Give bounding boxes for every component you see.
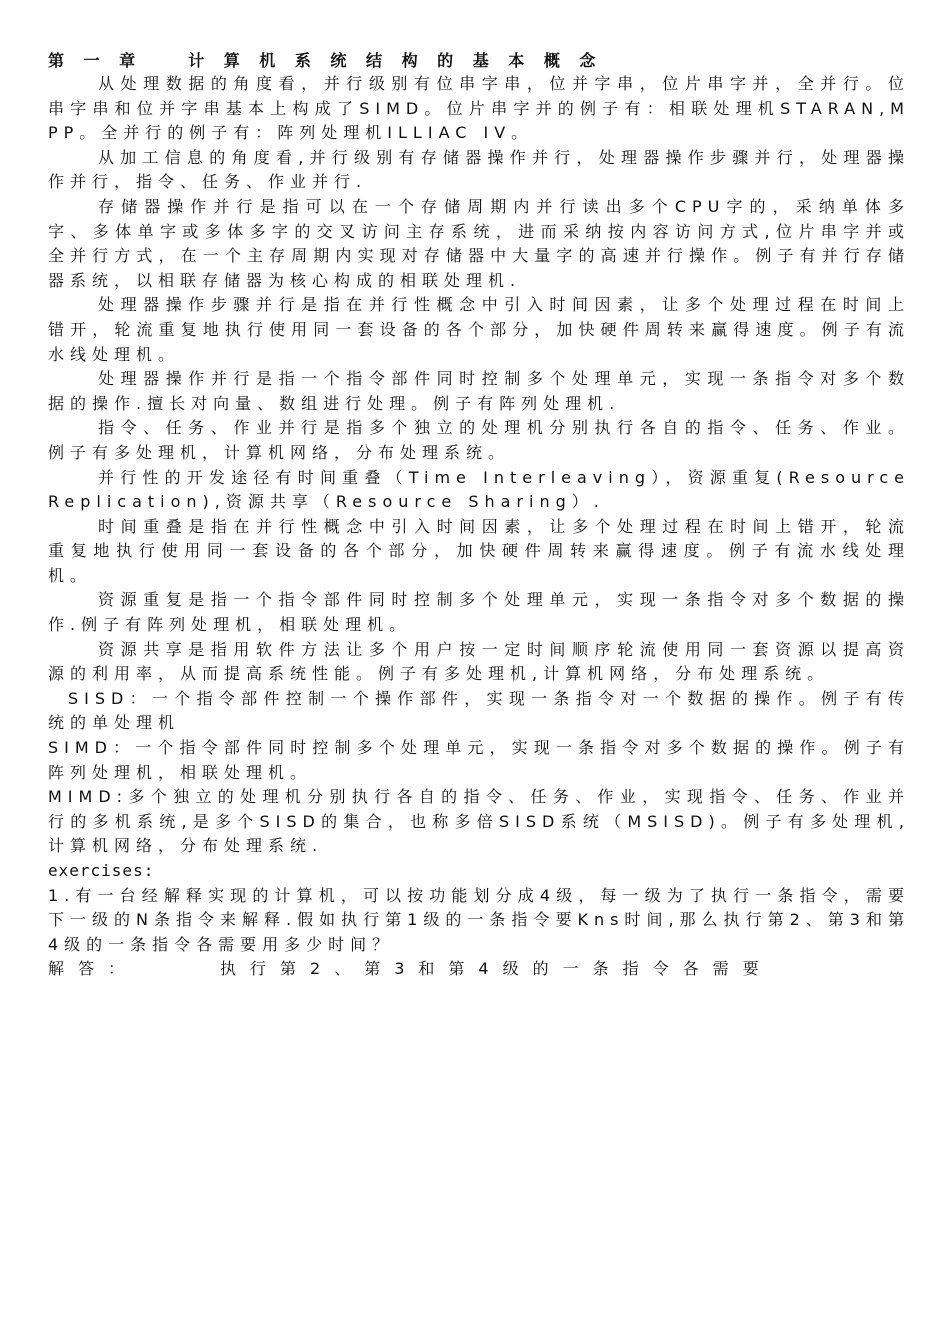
paragraph-development-paths: 并行性的开发途径有时间重叠（Time Interleaving），资源重复(Resource Replication),资源共享（Resource Sharing）. bbox=[48, 467, 910, 512]
answer-line bbox=[48, 957, 910, 982]
paragraph-resource-replication: 资源重复是指一个指令部件同时控制多个处理单元，实现一条指令对多个数据的操作.例子有阵列处理机，相联处理机。 bbox=[48, 590, 910, 635]
paragraph-processor-step-parallel: 处理器操作步骤并行是指在并行性概念中引入时间因素，让多个处理过程在时间上错开，轮流重复地执行使用同一套设备的各个部分，加快硬件周转来赢得速度。例子有流水线处理机。 bbox=[48, 295, 910, 364]
paragraph-info-parallelism: 从加工信息的角度看,并行级别有存储器操作并行，处理器操作步骤并行，处理器操作并行，指令、任务、作业并行. bbox=[48, 147, 910, 192]
paragraph-processor-parallel: 处理器操作并行是指一个指令部件同时控制多个处理单元，实现一条指令对多个数据的操作.擅长对向量、数组进行处理。例子有阵列处理机. bbox=[48, 369, 910, 413]
simd-definition: SIMD：一个指令部件同时控制多个处理单元，实现一条指令对多个数据的操作。例子有阵列处理机，相联处理机。 bbox=[48, 738, 910, 782]
paragraph-data-parallelism: 从处理数据的角度看，并行级别有位串字串，位并字串，位片串字并，全并行。位串字串和位并字串基本上构成了SIMD。位片串字并的例子有：相联处理机STARAN,MPP。全并行的例子有：阵列处理机ILLIAC IV。 bbox=[48, 74, 910, 143]
answer-text: 执行第2、第3和第4级的一条指令各需要 bbox=[220, 959, 773, 979]
exercises-label: exercises: bbox=[48, 861, 155, 880]
document-page bbox=[48, 50, 910, 982]
sisd-definition: SISD：一个指令部件控制一个操作部件，实现一条指令对一个数据的操作。例子有传统的单处理机 bbox=[48, 688, 910, 733]
chapter-title: 第 一 章 计 算 机 系 统 结 构 的 基 本 概 念 bbox=[48, 51, 603, 70]
paragraph-task-parallel: 指令、任务、作业并行是指多个独立的处理机分别执行各自的指令、任务、作业。例子有多处理机，计算机网络，分布处理系统。 bbox=[48, 418, 910, 462]
paragraph-memory-parallel: 存储器操作并行是指可以在一个存储周期内并行读出多个CPU字的，采纳单体多字、多体单字或多体多字的交叉访问主存系统，进而采纳按内容访问方式,位片串字并或全并行方式，在一个主存周期内实现对存储器中大量字的高速并行操作。例子有并行存储器系统，以相联存储器为核心构成的相联处理机. bbox=[48, 196, 910, 290]
answer-label: 解答： bbox=[48, 959, 131, 979]
paragraph-resource-sharing: 资源共享是指用软件方法让多个用户按一定时间顺序轮流使用同一套资源以提高资源的利用率，从而提高系统性能。例子有多处理机,计算机网络，分布处理系统。 bbox=[48, 639, 910, 684]
exercise-1: 1.有一台经解释实现的计算机，可以按功能划分成4级，每一级为了执行一条指令，需要下一级的N条指令来解释.假如执行第1级的一条指令要Kns时间,那么执行第2、第3和第4级的一条指令各需要用多少时间？ bbox=[48, 885, 910, 954]
mimd-definition: MIMD:多个独立的处理机分别执行各自的指令、任务、作业，实现指令、任务、作业并行的多机系统,是多个SISD的集合，也称多倍SISD系统（MSISD)。例子有多处理机,计算机网络，分布处理系统. bbox=[48, 787, 910, 856]
paragraph-time-overlap: 时间重叠是指在并行性概念中引入时间因素，让多个处理过程在时间上错开，轮流重复地执行使用同一套设备的各个部分，加快硬件周转来赢得速度。例子有流水线处理机。 bbox=[48, 516, 910, 585]
